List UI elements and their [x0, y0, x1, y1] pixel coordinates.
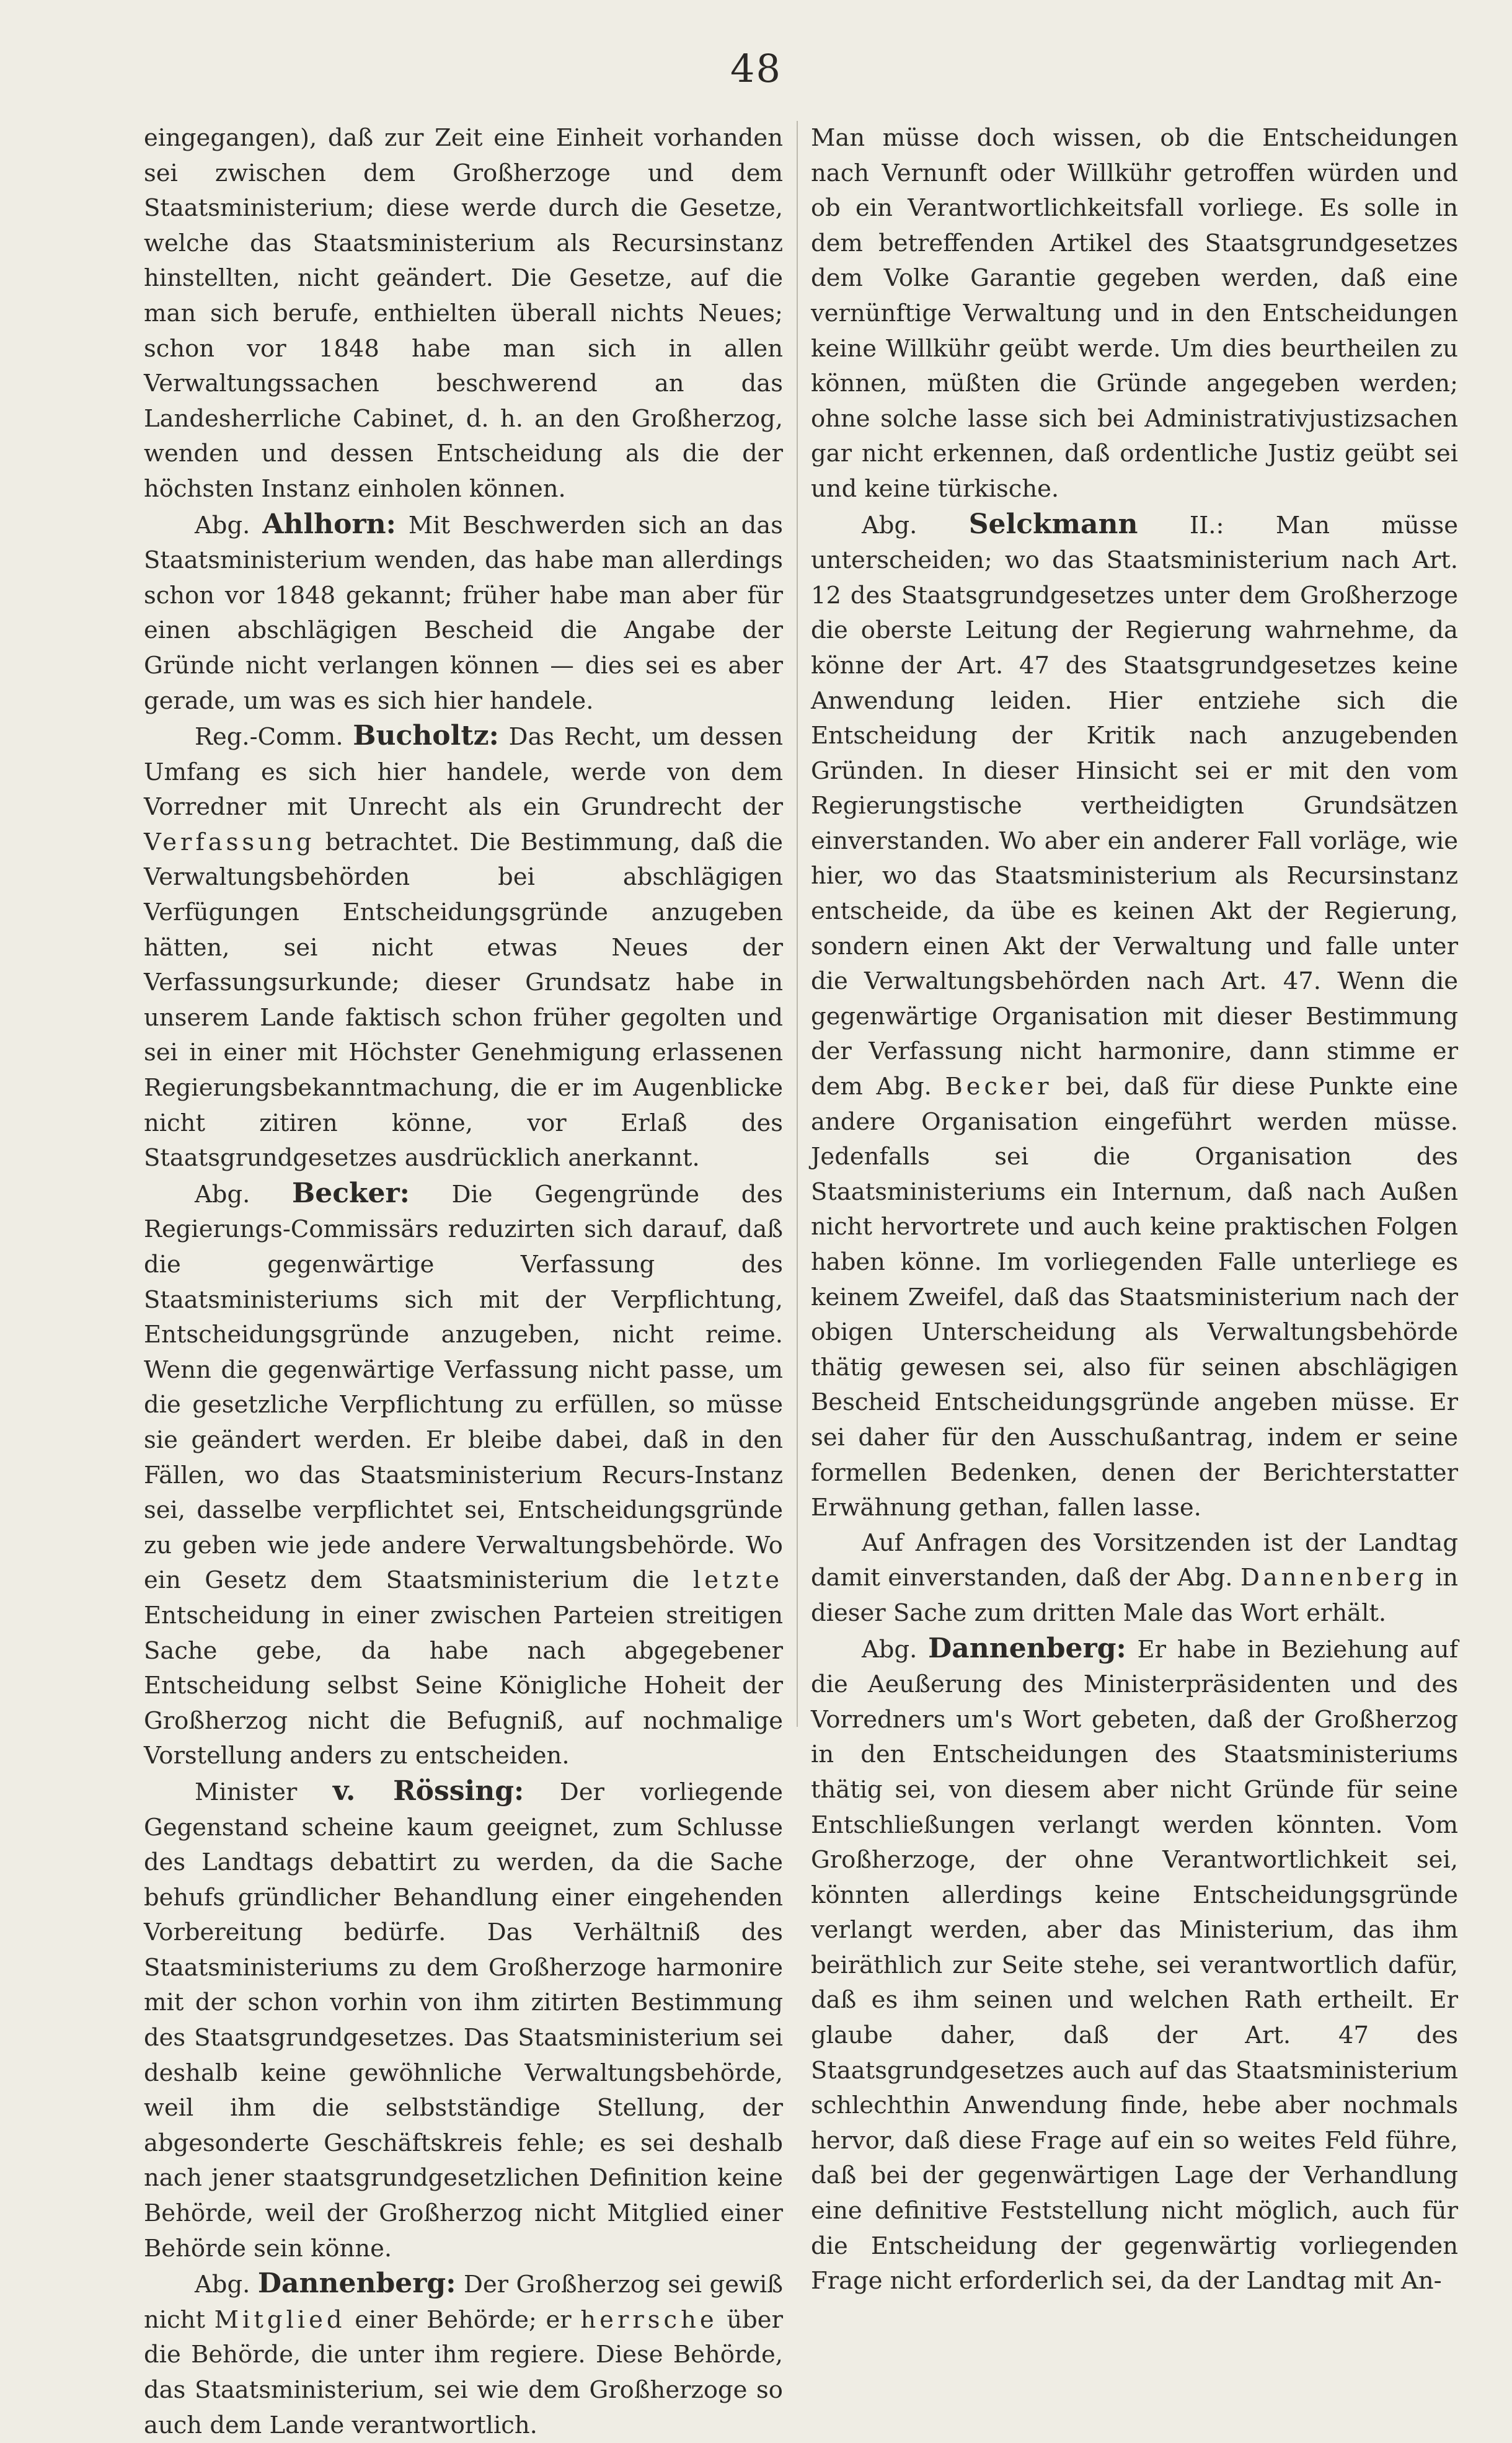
page-number: 48 — [730, 46, 782, 91]
emphasis-text: Becker — [945, 1073, 1053, 1101]
emphasis-text: Mitglied — [214, 2305, 346, 2334]
paragraph-selckmann — [811, 507, 1458, 1526]
speech-text: Man müsse unterscheiden; wo das Staatsministerium nach Art. 12 des Staatsgrundgesetzes unter dem Großherzoge die oberste Leitung der Regierung wahrnehme, da könne der Art. 47 des Staatsgrundgesetzes keine Anwendung leiden. Hier entziehe sich die Entscheidung der Kritik nach anzugebenden Gründen. In dieser Hinsicht sei er mit den vom Regierungstische vertheidigten Grundsätzen einverstanden. Wo aber ein anderer Fall vorläge, wie hier, wo das Staatsministerium als Recursinstanz entscheide, da übe es keinen Akt der Regierung, sondern einen Akt der Verwaltung und falle unter die Verwaltungsbehörden nach Art. 47. Wenn die gegenwärtige Organisation mit dieser Bestimmung der Verfassung nicht harmonire, dann stimme er dem Abg. — [811, 511, 1458, 1101]
speaker-role: Minister — [195, 1778, 298, 1806]
paragraph-becker — [144, 1176, 783, 1774]
emphasis-text: Dannenberg — [1240, 1564, 1428, 1592]
speech-text: Der vorliegende Gegenstand scheine kaum geeignet, zum Schlusse des Landtags debattirt zu werden, da die Sache behufs gründlicher Behandlung einer eingehenden Vorbereitung bedürfe. Das Verhältniß des Staatsministeriums zu dem Großherzoge harmonire mit der schon vorhin von ihm zitirten Bestimmung des Staatsgrundgesetzes. Das Staatsministerium sei deshalb keine gewöhnliche Verwaltungsbehörde, weil ihm die selbstständige Stellung, der abgesonderte Geschäftskreis fehle; es sei deshalb nach jener staatsgrundgesetzlichen Definition keine Behörde, weil der Großherzog nicht Mitglied einer Behörde sein könne. — [144, 1778, 783, 2263]
speech-text: Die Gegengründe des Regierungs-Commissärs reduzirten sich darauf, daß die gegenwärtige Verfassung des Staatsministeriums sich mit der Verpflichtung, Entscheidungsgründe anzugeben, nicht reime. Wenn die gegenwärtige Verfassung nicht passe, um die gesetzliche Verpflichtung zu erfüllen, so müsse sie geändert werden. Er bleibe dabei, daß in den Fällen, wo das Staatsministerium Recurs-Instanz sei, dasselbe verpflichtet sei, Entscheidungsgründe zu geben wie jede andere Verwaltungsbehörde. Wo ein Gesetz dem Staatsministerium die — [144, 1180, 783, 1595]
speaker-role: Abg. — [862, 1635, 917, 1664]
paragraph-roessing — [144, 1774, 783, 2266]
procedural-text: in dieser Sache zum dritten Male das Wort erhält. — [811, 1564, 1458, 1627]
speech-text: einer Behörde; er — [345, 2305, 581, 2334]
speech-text: Er habe in Beziehung auf die Aeußerung des Ministerpräsidenten und des Vorredners um's Wort gebeten, daß der Großherzog in den Entscheidungen des Staatsministeriums thätig sei, von diesem aber nicht Gründe für seine Entschließungen verlangt werden könnten. Vom Großherzoge, der ohne Verantwortlichkeit sei, könnten allerdings keine Entscheidungsgründe verlangt werden, aber das Ministerium, das ihm beiräthlich zur Seite stehe, sei verantwortlich dafür, daß es ihm seinen und welchen Rath ertheilt. Er glaube daher, daß der Art. 47 des Staatsgrundgesetzes auch auf das Staatsministerium schlechthin Anwendung finde, hebe aber nochmals hervor, daß diese Frage auf ein so weites Feld führe, daß bei der gegenwärtigen Lage der Verhandlung eine definitive Feststellung nicht möglich, auch für die Entscheidung der gegenwärtig vorliegenden Frage nicht erforderlich sei, da der Landtag mit An- — [811, 1635, 1458, 2295]
paragraph-dannenberg — [144, 2266, 783, 2443]
speaker-role: Abg. — [195, 1180, 250, 1208]
emphasis-text: Verfassung — [144, 828, 316, 856]
speaker-role: Reg.-Comm. — [195, 723, 343, 752]
speaker-name: Becker: — [292, 1177, 410, 1209]
emphasis-text: herrsche — [580, 2305, 718, 2334]
speaker-role: Abg. — [195, 511, 250, 539]
speech-text: über die Behörde, die unter ihm regiere. Diese Behörde, das Staatsministerium, sei wie dem Großherzoge so auch dem Lande verantwortlich. — [144, 2305, 783, 2439]
right-column — [811, 121, 1458, 2299]
left-column — [144, 121, 783, 2443]
speaker-name: Selckmann — [968, 508, 1138, 540]
paragraph-bucholtz — [144, 719, 783, 1176]
paragraph-dannenberg-2 — [811, 1631, 1458, 2299]
speaker-role: Abg. — [195, 2271, 250, 2299]
speech-text: Entscheidung in einer zwischen Parteien streitigen Sache gebe, da habe nach abgegebener Entscheidung selbst Seine Königliche Hoheit der Großherzog nicht die Befugniß, auf nochmalige Vorstellung anders zu entscheiden. — [144, 1601, 783, 1770]
speaker-suffix: II.: — [1138, 511, 1224, 539]
paragraph-procedural — [811, 1526, 1458, 1631]
speaker-name: Dannenberg: — [928, 1632, 1126, 1664]
paragraph-continuation: Man müsse doch wissen, ob die Entscheidungen nach Vernunft oder Willkühr getroffen würden und ob ein Verantwortlichkeitsfall vorliege. Es solle in dem betreffenden Artikel des Staatsgrundgesetzes dem Volke Garantie gegeben werden, daß eine vernünftige Verwaltung und in den Entscheidungen keine Willkühr geübt werde. Um dies beurtheilen zu können, müßten die Gründe angegeben werden; ohne solche lasse sich bei Administrativjustizsachen gar nicht erkennen, daß ordentliche Justiz geübt sei und keine türkische. — [811, 124, 1458, 503]
speaker-name: Ahlhorn: — [262, 508, 396, 540]
column-divider — [797, 121, 798, 1727]
speech-text: bei, daß für diese Punkte eine andere Organisation eingeführt werden müsse. Jedenfalls sei die Organisation des Staatsministeriums ein Internum, daß nach Außen nicht hervortrete und auch keine praktischen Folgen haben könne. Im vorliegenden Falle unterliege es keinem Zweifel, daß das Staatsministerium nach der obigen Unterscheidung als Verwaltungsbehörde thätig gewesen sei, also für seinen abschlägigen Bescheid Entscheidungsgründe angeben müsse. Er sei daher für den Ausschußantrag, indem er seine formellen Bedenken, denen der Berichterstatter Erwähnung gethan, fallen lasse. — [811, 1073, 1458, 1522]
speech-text: Das Recht, um dessen Umfang es sich hier handele, werde von dem Vorredner mit Unrecht als ein Grundrecht der — [144, 723, 783, 822]
procedural-text: Auf Anfragen des Vorsitzenden ist der Landtag damit einverstanden, daß der Abg. — [811, 1528, 1458, 1592]
speaker-role: Abg. — [862, 511, 917, 539]
paragraph-ahlhorn — [144, 507, 783, 719]
paragraph-continuation: eingegangen), daß zur Zeit eine Einheit vorhanden sei zwischen dem Großherzoge und dem Staatsministerium; diese werde durch die Gesetze, welche das Staatsministerium als Recursinstanz hinstellten, nicht geändert. Die Gesetze, auf die man sich berufe, enthielten überall nichts Neues; schon vor 1848 habe man sich in allen Verwaltungssachen beschwerend an das Landesherrliche Cabinet, d. h. an den Großherzog, wenden und dessen Entscheidung als die der höchsten Instanz einholen können. — [144, 124, 783, 503]
speaker-name: Bucholtz: — [353, 720, 499, 752]
speech-text: Mit Beschwerden sich an das Staatsministerium wenden, das habe man allerdings schon vor 1848 gekannt; früher habe man aber für einen abschlägigen Bescheid die Angabe der Gründe nicht verlangen können — dies sei es aber gerade, um was es sich hier handele. — [144, 511, 783, 715]
speaker-name: Dannenberg: — [257, 2268, 456, 2300]
speaker-name: v. Rössing: — [332, 1775, 524, 1807]
emphasis-text: letzte — [692, 1566, 783, 1595]
speech-text: Der Großherzog sei gewiß nicht — [144, 2271, 783, 2334]
speech-text: betrachtet. Die Bestimmung, daß die Verwaltungsbehörden bei abschlägigen Verfügungen Entscheidungsgründe anzugeben hätten, sei nicht etwas Neues der Verfassungsurkunde; dieser Grundsatz habe in unserem Lande faktisch schon früher gegolten und sei in einer mit Höchster Genehmigung erlassenen Regierungsbekanntmachung, die er im Augenblicke nicht zitiren könne, vor Erlaß des Staatsgrundgesetzes ausdrücklich anerkannt. — [144, 828, 783, 1173]
